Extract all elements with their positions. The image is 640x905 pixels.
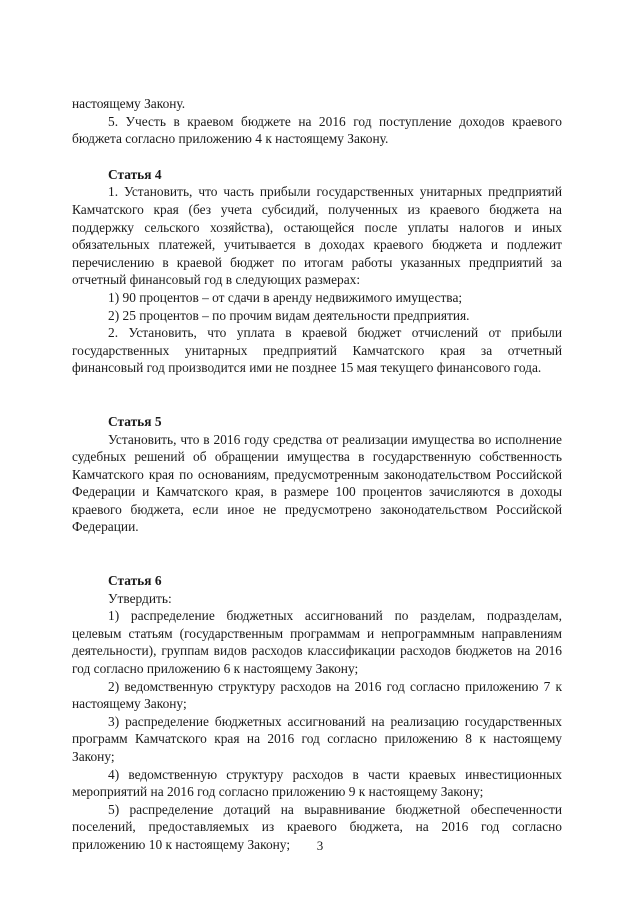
article-5-paragraph: Установить, что в 2016 году средства от реализации имущества во исполнение судебных решений об обращении имущества в государственную собственность Камчатского края по основаниям, предусмотренным законодательством Российской Федерации и Камчатского края, в размере 100 процентов зачисляются в доходы краевого бюджета, если иное не предусмотрено законодательством Российской Федерации. bbox=[72, 431, 562, 535]
page-number: 3 bbox=[316, 838, 324, 853]
intro-item-5: 5. Учесть в краевом бюджете на 2016 год поступление доходов краевого бюджета согласно приложению 4 к настоящему Закону. bbox=[72, 113, 562, 147]
article-6-item-3: 3) распределение бюджетных ассигнований на реализацию государственных программ Камчатского края на 2016 год согласно приложению 8 к настоящему Закону; bbox=[72, 713, 562, 764]
article-6-item-5: 5) распределение дотаций на выравнивание бюджетной обеспеченности поселений, предоставляемых из краевого бюджета, на 2016 год согласно приложению 10 к настоящему Закону; bbox=[72, 801, 562, 852]
article-4-heading: Статья 4 bbox=[108, 166, 162, 182]
article-4-paragraph-2: 2. Установить, что уплата в краевой бюджет отчислений от прибыли государственных унитарных предприятий Камчатского края за отчетный финансовый год производится ими не позднее 15 мая текущего финансового года. bbox=[72, 325, 562, 376]
document-page bbox=[72, 95, 562, 854]
intro-continuation: настоящему Закону. bbox=[72, 96, 186, 111]
article-4-item-1: 1) 90 процентов – от сдачи в аренду недвижимого имущества; bbox=[108, 289, 463, 305]
article-6-item-1: 1) распределение бюджетных ассигнований по разделам, подразделам, целевым статьям (государственным программам и непрограммным направлениям деятельности), группам видов расходов классификации расходов бюджетов на 2016 год согласно приложению 6 к настоящему Закону; bbox=[72, 608, 562, 677]
article-4-item-2: 2) 25 процентов – по прочим видам деятельности предприятия. bbox=[108, 307, 470, 323]
article-6-item-4: 4) ведомственную структуру расходов в части краевых инвестиционных мероприятий на 2016 год согласно приложению 9 к настоящему Закону; bbox=[72, 766, 562, 800]
article-6-intro: Утвердить: bbox=[108, 590, 172, 606]
article-6-item-2: 2) ведомственную структуру расходов на 2016 год согласно приложению 7 к настоящему Закону; bbox=[72, 678, 562, 712]
article-5-heading: Статья 5 bbox=[108, 413, 162, 429]
article-4-paragraph-1: 1. Установить, что часть прибыли государственных унитарных предприятий Камчатского края (без учета субсидий, полученных из краевого бюджета на поддержку сельского хозяйства), остающейся после уплаты налогов и иных обязательных платежей, учитывается в доходах краевого бюджета и подлежит перечислению в краевой бюджет по итогам работы указанных предприятий за отчетный финансовый год в следующих размерах: bbox=[72, 184, 562, 288]
article-6-heading: Статья 6 bbox=[108, 573, 162, 589]
